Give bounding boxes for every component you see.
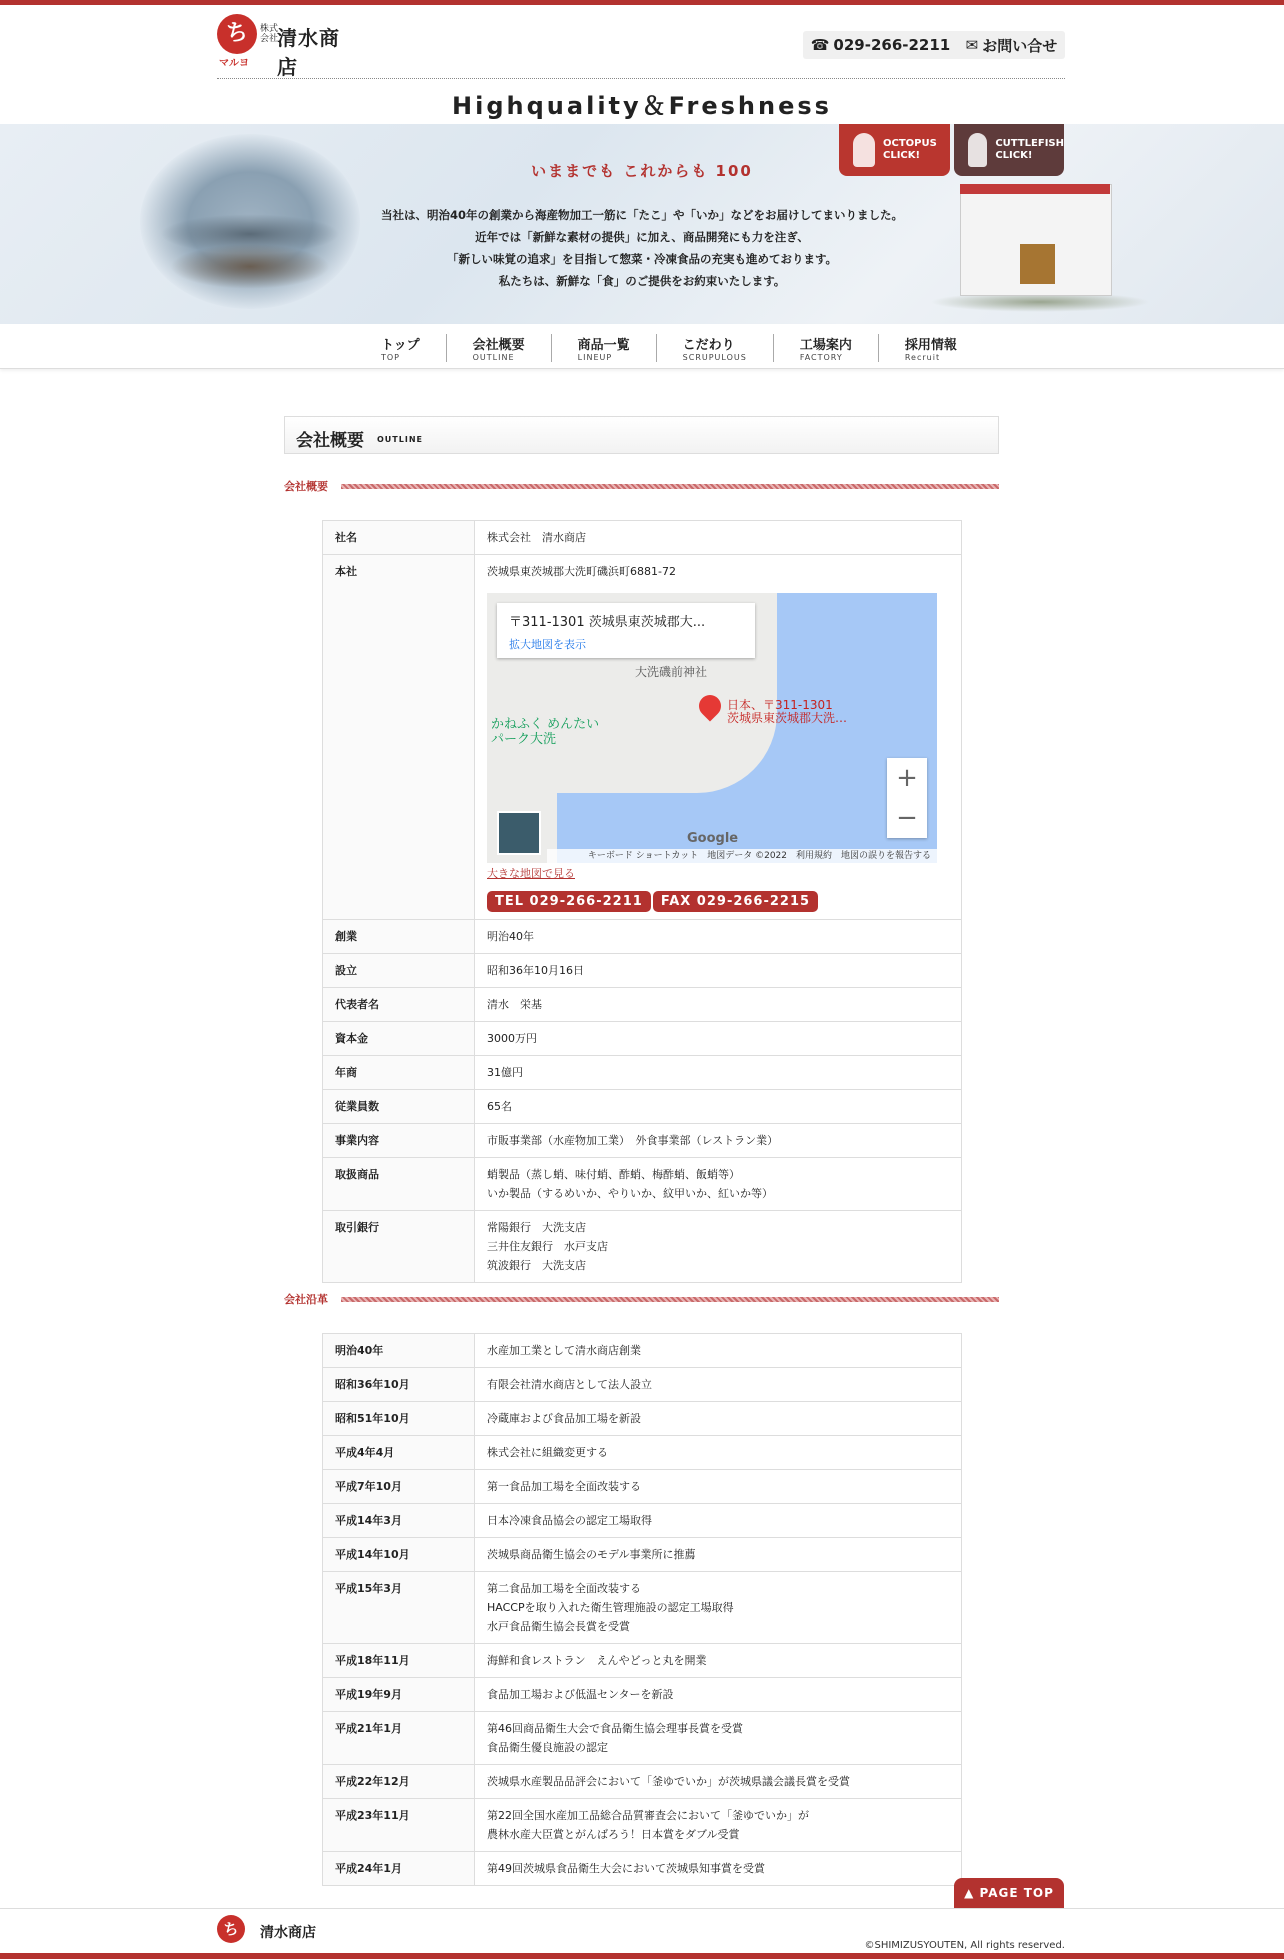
logo-mark: ち — [217, 14, 257, 54]
row-value: 日本冷凍食品協会の認定工場取得 — [475, 1504, 962, 1538]
copyright: ©SHIMIZUSYOUTEN, All rights reserved. — [864, 1940, 1065, 1951]
table-row — [323, 1644, 962, 1678]
nav-sublabel: SCRUPULOUS — [682, 353, 747, 362]
octopus-button[interactable] — [839, 124, 950, 176]
value-line: 第46回商品衛生大会で食品衛生協会理事長賞を受賞 — [487, 1722, 743, 1735]
cuttlefish-icon — [968, 133, 987, 167]
table-row — [323, 521, 962, 555]
row-value: 冷蔵庫および食品加工場を新設 — [475, 1402, 962, 1436]
zoom-out-button[interactable]: − — [896, 803, 918, 833]
site-logo[interactable] — [217, 14, 352, 79]
table-row — [323, 1158, 962, 1211]
row-value: 第一食品加工場を全面改装する — [475, 1470, 962, 1504]
row-value: 清水 栄基 — [475, 988, 962, 1022]
hero-line: 当社は、明治40年の創業から海産物加工一筋に「たこ」や「いか」などをお届けしてまいりました。 — [381, 208, 903, 222]
row-header: 平成24年1月 — [323, 1852, 475, 1886]
row-value: 明治40年 — [475, 920, 962, 954]
cuttlefish-button[interactable] — [954, 124, 1064, 176]
row-header: 平成14年10月 — [323, 1538, 475, 1572]
cuttlefish-label: CUTTLEFISH — [995, 138, 1064, 149]
row-header: 取引銀行 — [323, 1211, 475, 1283]
value-line: 蛸製品（蒸し蛸、味付蛸、酢蛸、梅酢蛸、飯蛸等） — [487, 1168, 740, 1181]
row-header: 昭和36年10月 — [323, 1368, 475, 1402]
table-row — [323, 988, 962, 1022]
page-heading — [284, 416, 999, 454]
value-line: 水戸食品衛生協会長賞を受賞 — [487, 1620, 630, 1633]
row-header: 平成22年12月 — [323, 1765, 475, 1799]
row-header: 平成7年10月 — [323, 1470, 475, 1504]
table-row — [323, 1799, 962, 1852]
row-value — [475, 1572, 962, 1644]
row-value: 海鮮和食レストラン えんやどっと丸を開業 — [475, 1644, 962, 1678]
pin-line: 日本、〒311-1301 — [727, 698, 833, 712]
row-value — [475, 1799, 962, 1852]
row-header: 平成19年9月 — [323, 1678, 475, 1712]
zoom-in-button[interactable]: + — [896, 763, 918, 793]
table-row — [323, 1470, 962, 1504]
table-row — [323, 1022, 962, 1056]
hero-line: 「新しい味覚の追求」を目指して惣菜・冷凍食品の充実も進めております。 — [446, 252, 838, 266]
map-poi-park — [491, 717, 599, 747]
nav-sublabel: TOP — [381, 353, 401, 362]
table-row — [323, 1712, 962, 1765]
row-header: 平成23年11月 — [323, 1799, 475, 1852]
row-header: 社名 — [323, 521, 475, 555]
map-attribution[interactable]: キーボード ショートカット 地図データ ©2022 利用規約 地図の誤りを報告する — [547, 849, 937, 863]
row-header: 事業内容 — [323, 1124, 475, 1158]
map-poi-shrine: 大洗磯前神社 — [635, 665, 708, 679]
row-header: 本社 — [323, 555, 475, 920]
row-header: 従業員数 — [323, 1090, 475, 1124]
row-value: 昭和36年10月16日 — [475, 954, 962, 988]
row-value — [475, 1211, 962, 1283]
nav-item-outline[interactable] — [447, 334, 552, 362]
table-row — [323, 954, 962, 988]
nav-item-factory[interactable] — [774, 334, 879, 362]
map-info-box — [497, 603, 755, 658]
row-header: 昭和51年10月 — [323, 1402, 475, 1436]
footer-logo-name: 清水商店 — [260, 1925, 316, 1941]
table-row — [323, 1504, 962, 1538]
section-heading-outline — [284, 478, 999, 492]
row-value: 65名 — [475, 1090, 962, 1124]
row-value-address — [475, 555, 962, 920]
table-row — [323, 1090, 962, 1124]
row-header: 取扱商品 — [323, 1158, 475, 1211]
row-value: 有限会社清水商店として法人設立 — [475, 1368, 962, 1402]
map-pin-label — [727, 699, 847, 725]
row-value: 茨城県商品衛生協会のモデル事業所に推薦 — [475, 1538, 962, 1572]
row-header: 平成14年3月 — [323, 1504, 475, 1538]
nav-sublabel: LINEUP — [577, 353, 613, 362]
map-enlarge-link[interactable]: 拡大地図を表示 — [509, 638, 586, 651]
nav-item-recruit[interactable] — [879, 334, 983, 362]
satellite-toggle[interactable] — [497, 811, 541, 855]
bottom-accent-bar — [0, 1953, 1284, 1959]
octopus-click: CLICK! — [883, 150, 921, 161]
table-row — [323, 1678, 962, 1712]
header-contact — [803, 31, 1065, 59]
row-value — [475, 1712, 962, 1765]
nav-label: こだわり — [682, 338, 735, 353]
section-label: 会社沿革 — [284, 1293, 328, 1306]
nav-item-scrupulous[interactable] — [657, 334, 774, 362]
value-line: 農林水産大臣賞とがんばろう！日本賞をダブル受賞 — [487, 1828, 740, 1841]
table-row — [323, 1124, 962, 1158]
row-header: 平成18年11月 — [323, 1644, 475, 1678]
google-logo: Google — [687, 831, 739, 846]
section-bar — [341, 1297, 999, 1302]
tel-badge[interactable]: TEL 029-266-2211 — [487, 891, 651, 912]
nav-label: 工場案内 — [799, 338, 852, 353]
table-row — [323, 555, 962, 920]
table-row — [323, 1852, 962, 1886]
logo-corp: 株式会社 — [260, 24, 279, 44]
table-row — [323, 920, 962, 954]
contact-label: お問い合せ — [982, 36, 1058, 55]
value-line: 第二食品加工場を全面改装する — [487, 1582, 641, 1595]
nav-sublabel: Recruit — [904, 353, 941, 362]
table-row — [323, 1765, 962, 1799]
header-divider — [217, 78, 1065, 79]
big-map-link[interactable]: 大きな地図で見る — [487, 867, 575, 880]
table-row — [323, 1538, 962, 1572]
table-row — [323, 1334, 962, 1368]
mail-icon: ✉ — [965, 36, 979, 54]
top-accent-bar — [0, 0, 1284, 5]
table-row — [323, 1056, 962, 1090]
page-subtitle: OUTLINE — [377, 435, 423, 444]
nav-item-lineup[interactable] — [552, 334, 657, 362]
row-header: 設立 — [323, 954, 475, 988]
nav-label: 会社概要 — [472, 338, 525, 353]
tagline: Highquality＆Freshness — [452, 92, 832, 120]
row-value: 株式会社 清水商店 — [475, 521, 962, 555]
nav-item-top[interactable] — [355, 334, 447, 362]
row-value — [475, 1158, 962, 1211]
row-value: 市販事業部（水産物加工業） 外食事業部（レストラン業） — [475, 1124, 962, 1158]
row-value: 水産加工業として清水商店創業 — [475, 1334, 962, 1368]
value-line: 常陽銀行 大洗支店 — [487, 1221, 586, 1234]
row-value: 3000万円 — [475, 1022, 962, 1056]
contact-link[interactable] — [966, 35, 1058, 56]
row-value: 茨城県水産製品品評会において「釜ゆでいか」が茨城県議会議長賞を受賞 — [475, 1765, 962, 1799]
address-text: 茨城県東茨城郡大洗町磯浜町6881-72 — [487, 565, 676, 578]
row-header: 資本金 — [323, 1022, 475, 1056]
section-heading-history — [284, 1291, 999, 1305]
nav-label: 商品一覧 — [577, 338, 630, 353]
poi-line: かねふく めんたい — [491, 717, 600, 732]
octopus-label: OCTOPUS — [883, 138, 937, 149]
hero-title: いままでも これからも 100 — [531, 162, 753, 180]
global-nav — [0, 324, 1284, 369]
value-line: 食品衛生優良施設の認定 — [487, 1741, 608, 1754]
octopus-icon — [853, 133, 875, 167]
embedded-map[interactable] — [487, 593, 937, 863]
table-row — [323, 1368, 962, 1402]
table-row — [323, 1211, 962, 1283]
table-row — [323, 1572, 962, 1644]
value-line: 筑波銀行 大洗支店 — [487, 1259, 586, 1272]
nav-label: 採用情報 — [904, 338, 957, 353]
row-value: 第49回茨城県食品衛生大会において茨城県知事賞を受賞 — [475, 1852, 962, 1886]
value-line: 三井住友銀行 水戸支店 — [487, 1240, 608, 1253]
row-header: 平成21年1月 — [323, 1712, 475, 1765]
row-value: 株式会社に組織変更する — [475, 1436, 962, 1470]
row-value: 31億円 — [475, 1056, 962, 1090]
nav-sublabel: OUTLINE — [472, 353, 515, 362]
pin-line: 茨城県東茨城郡大洗… — [727, 711, 848, 725]
value-line: いか製品（するめいか、やりいか、紋甲いか、紅いか等） — [487, 1187, 773, 1200]
value-line: 第22回全国水産加工品総合品質審査会において「釜ゆでいか」が — [487, 1809, 809, 1822]
row-header: 代表者名 — [323, 988, 475, 1022]
poi-line: パーク大洗 — [491, 732, 557, 747]
section-label: 会社概要 — [284, 480, 328, 493]
footer-logo-mark: ち — [217, 1915, 245, 1943]
hero-line: 近年では「新鮮な素材の提供」に加え、商品開発にも力を注ぎ、 — [475, 230, 809, 244]
nav-sublabel: FACTORY — [799, 353, 843, 362]
fax-badge: FAX 029-266-2215 — [653, 891, 818, 912]
row-header: 創業 — [323, 920, 475, 954]
row-header: 平成15年3月 — [323, 1572, 475, 1644]
map-zoom-controls — [887, 758, 927, 838]
outline-table — [322, 520, 962, 1283]
table-row — [323, 1402, 962, 1436]
map-info-address: 〒311-1301 茨城県東茨城郡大... — [509, 615, 706, 630]
logo-name: 清水商店 — [277, 26, 340, 79]
page-title: 会社概要 — [296, 431, 364, 451]
row-value: 食品加工場および低温センターを新設 — [475, 1678, 962, 1712]
page-top-button[interactable]: ▲ PAGE TOP — [954, 1878, 1064, 1908]
phone-number: 029-266-2211 — [833, 36, 951, 54]
nav-label: トップ — [381, 338, 420, 353]
hero-line: 私たちは、新鮮な「食」のご提供をお約束いたします。 — [498, 274, 786, 288]
hero-banner — [0, 124, 1284, 324]
history-table — [322, 1333, 962, 1886]
value-line: HACCPを取り入れた衛生管理施設の認定工場取得 — [487, 1601, 734, 1614]
table-row — [323, 1436, 962, 1470]
logo-sub: マルヨ — [219, 58, 249, 69]
row-header: 平成4年4月 — [323, 1436, 475, 1470]
section-bar — [341, 484, 999, 489]
phone-icon: ☎ — [810, 36, 830, 54]
row-header: 明治40年 — [323, 1334, 475, 1368]
phone-link[interactable] — [811, 36, 951, 54]
row-header: 年商 — [323, 1056, 475, 1090]
cuttlefish-click: CLICK! — [995, 150, 1033, 161]
